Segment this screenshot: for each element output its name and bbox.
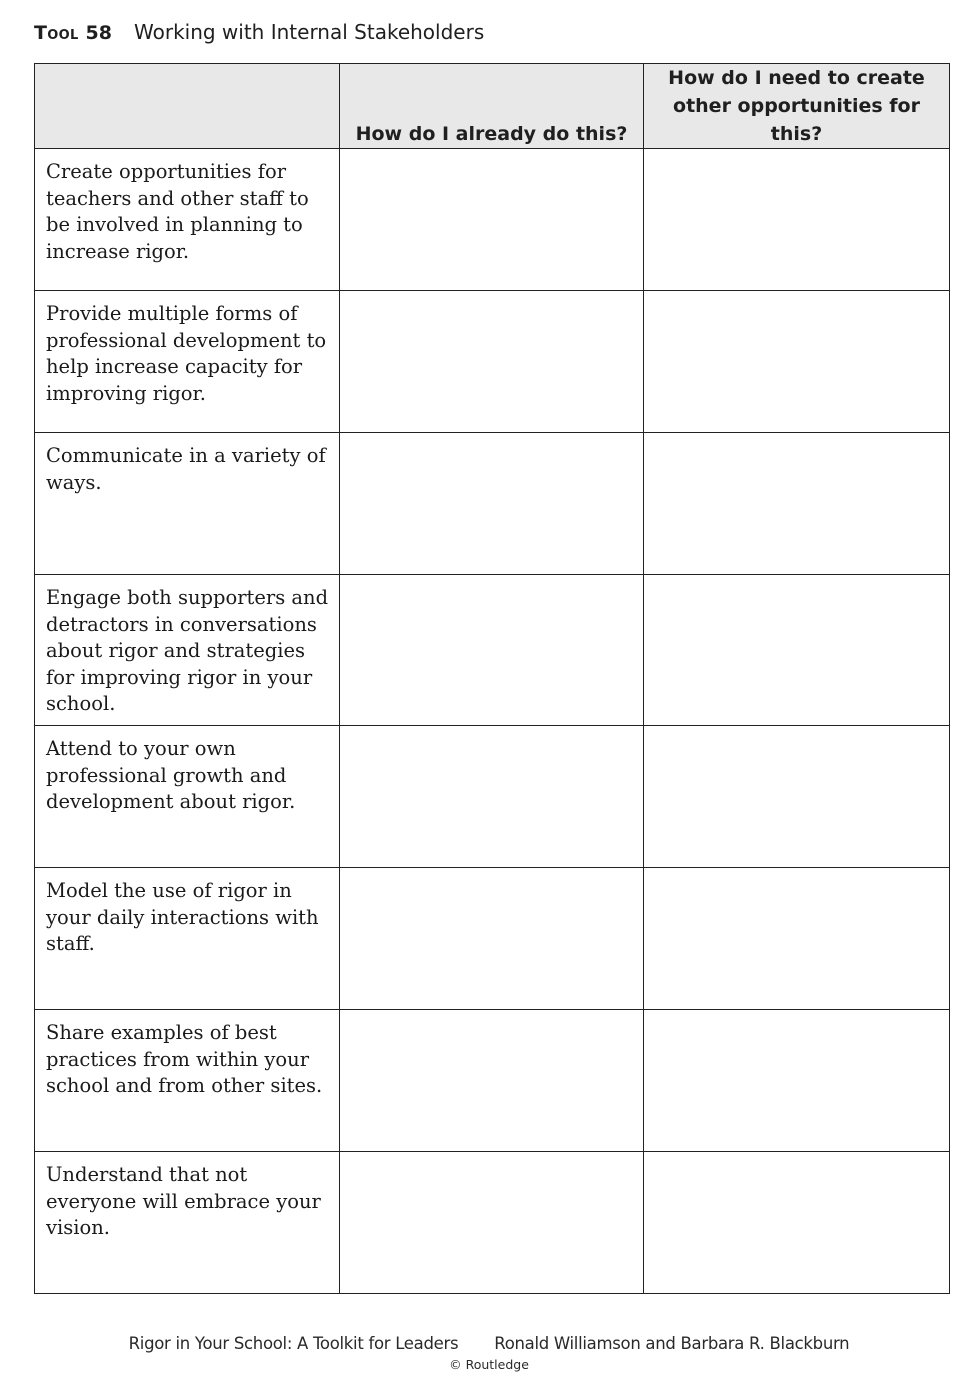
book-authors: Ronald Williamson and Barbara R. Blackburn <box>494 1334 850 1353</box>
tool-heading <box>34 20 484 52</box>
answer-cell-create[interactable] <box>644 868 950 1010</box>
answer-cell-already[interactable] <box>340 868 644 1010</box>
table-row <box>35 1152 950 1294</box>
answer-cell-create[interactable] <box>644 575 950 726</box>
prompt-cell: Engage both supporters and detractors in conversations about rigor and strategies for improving rigor in your school. <box>35 575 340 726</box>
answer-cell-create[interactable] <box>644 433 950 575</box>
table-row <box>35 149 950 291</box>
answer-cell-already[interactable] <box>340 149 644 291</box>
prompt-cell: Model the use of rigor in your daily interactions with staff. <box>35 868 340 1010</box>
column-header-already: How do I already do this? <box>340 64 644 149</box>
footer-citation <box>0 1334 978 1353</box>
book-title: Rigor in Your School: A Toolkit for Leaders <box>128 1334 459 1353</box>
answer-cell-create[interactable] <box>644 726 950 868</box>
prompt-cell: Create opportunities for teachers and other staff to be involved in planning to increase rigor. <box>35 149 340 291</box>
table-row <box>35 1010 950 1152</box>
tool-label: Tool <box>34 22 79 44</box>
answer-cell-create[interactable] <box>644 291 950 433</box>
tool-number: 58 <box>85 22 112 44</box>
page-footer <box>0 1334 978 1372</box>
answer-cell-already[interactable] <box>340 1010 644 1152</box>
column-header-blank <box>35 64 340 149</box>
answer-cell-create[interactable] <box>644 1010 950 1152</box>
answer-cell-create[interactable] <box>644 1152 950 1294</box>
answer-cell-already[interactable] <box>340 726 644 868</box>
table-row <box>35 291 950 433</box>
copyright-notice: © Routledge <box>449 1357 529 1372</box>
answer-cell-already[interactable] <box>340 291 644 433</box>
header-row <box>35 64 950 149</box>
prompt-cell: Attend to your own professional growth and development about rigor. <box>35 726 340 868</box>
answer-cell-already[interactable] <box>340 1152 644 1294</box>
prompt-cell: Provide multiple forms of professional development to help increase capacity for improving rigor. <box>35 291 340 433</box>
table-row <box>35 433 950 575</box>
answer-cell-already[interactable] <box>340 575 644 726</box>
column-header-create: How do I need to create other opportunities for this? <box>644 64 950 149</box>
worksheet-table <box>34 63 950 1294</box>
answer-cell-already[interactable] <box>340 433 644 575</box>
prompt-cell: Communicate in a variety of ways. <box>35 433 340 575</box>
table-row <box>35 868 950 1010</box>
page-title: Working with Internal Stakeholders <box>134 20 485 44</box>
answer-cell-create[interactable] <box>644 149 950 291</box>
table-row <box>35 575 950 726</box>
prompt-cell: Understand that not everyone will embrace your vision. <box>35 1152 340 1294</box>
prompt-cell: Share examples of best practices from within your school and from other sites. <box>35 1010 340 1152</box>
table-row <box>35 726 950 868</box>
